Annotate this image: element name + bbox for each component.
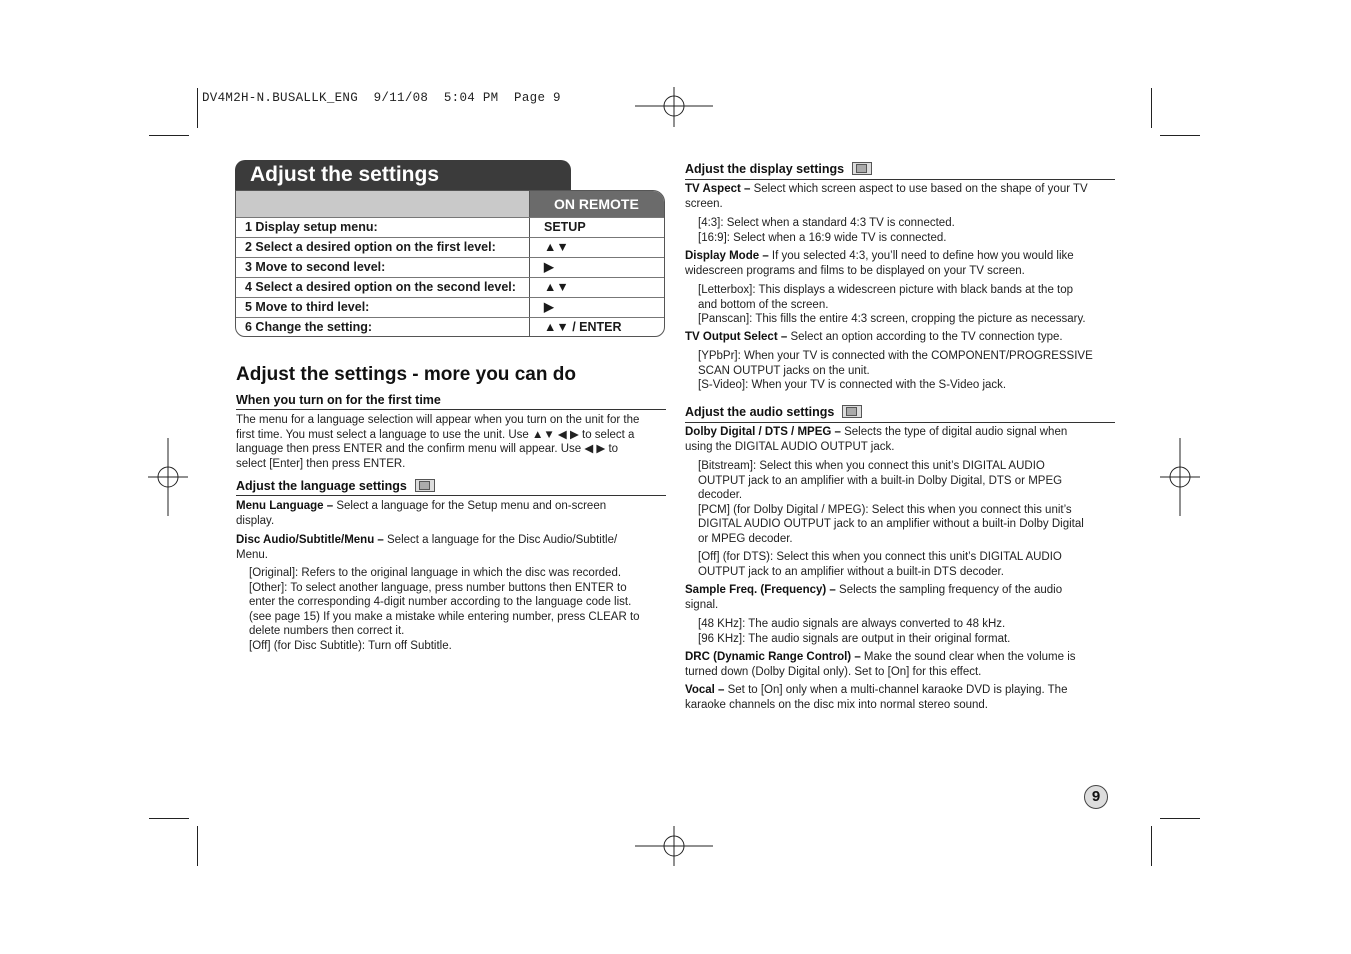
table-row: 1 Display setup menu: SETUP <box>236 217 665 237</box>
first-time-heading: When you turn on for the first time <box>236 393 441 407</box>
tv-aspect-options: [4:3]: Select when a standard 4:3 TV is connected. [16:9]: Select when a 16:9 wide TV is connected. <box>698 217 955 244</box>
tv-output-options: [YPbPr]: When your TV is connected with the COMPONENT/PROGRESSIVE SCAN OUTPUT jacks on the unit. [S-Video]: When your TV is connected with the S-Video jack. <box>698 350 1093 392</box>
display-mode-options: [Letterbox]: This displays a widescreen picture with black bands at the top and bottom of the screen. [Panscan]: This fills the entire 4:3 screen, cropping the picture as necessary. <box>698 284 1086 326</box>
table-row: 4 Select a desired option on the second level: ▲▼ <box>236 277 665 297</box>
audio-icon <box>842 405 862 418</box>
first-time-text: The menu for a language selection will appear when you turn on the unit for the first time. You must select a language to use the unit. Use ▲▼ ◀ ▶ to select a language then press ENTER and the confirm menu will appear. Use ◀ ▶ to select [Enter] then press ENTER. <box>236 414 640 470</box>
language-options: [Original]: Refers to the original language in which the disc was recorded. [Other]: To select another language, press number buttons then ENTER to enter the corresponding 4-digit number according to the language code list. (see page 15) If you make a mistake while entering number, press CLEAR to delete numbers then correct it. [Off] (for Disc Subtitle): Turn off Subtitle. <box>249 567 640 652</box>
sample-freq-options: [48 KHz]: The audio signals are always converted to 48 kHz. [96 KHz]: The audio signals are output in their original format. <box>698 618 1011 645</box>
registration-mark-left <box>148 438 188 516</box>
registration-mark-top <box>635 87 713 127</box>
disc-audio-text: Disc Audio/Subtitle/Menu – Select a language for the Disc Audio/Subtitle/ Menu. <box>236 534 618 561</box>
sample-freq-text: Sample Freq. (Frequency) – Selects the sampling frequency of the audio signal. <box>685 584 1063 611</box>
dts-options: [Off] (for DTS): Select this when you connect this unit’s DIGITAL AUDIO OUTPUT jack to an amplifier without a built-in DTS decoder. <box>698 551 1062 578</box>
tv-aspect-text: TV Aspect – Select which screen aspect to use based on the shape of your TV screen. <box>685 183 1088 210</box>
display-heading: Adjust the display settings <box>685 162 872 176</box>
menu-language-text: Menu Language – Select a language for the Setup menu and on-screen display. <box>236 500 607 527</box>
audio-heading: Adjust the audio settings <box>685 405 862 419</box>
page-title: Adjust the settings <box>250 163 440 186</box>
page-number: 9 <box>1084 785 1108 809</box>
section-title-more: Adjust the settings - more you can do <box>236 364 576 385</box>
language-heading: Adjust the language settings <box>236 479 435 493</box>
print-slug: DV4M2H-N.BUSALLK_ENG 9/11/08 5:04 PM Page 9 <box>202 91 561 105</box>
display-mode-text: Display Mode – If you selected 4:3, you’ll need to define how you would like widescreen programs and films to be displayed on your TV screen. <box>685 250 1074 277</box>
table-header-blank <box>236 191 529 217</box>
dolby-text: Dolby Digital / DTS / MPEG – Selects the type of digital audio signal when using the DIGITAL AUDIO OUTPUT jack. <box>685 426 1068 453</box>
drc-text: DRC (Dynamic Range Control) – Make the sound clear when the volume is turned down (Dolby Digital only). Set to [On] for this effect. <box>685 651 1076 678</box>
registration-mark-right <box>1160 438 1200 516</box>
remote-steps-table <box>235 190 665 337</box>
display-icon <box>852 162 872 175</box>
table-row: 3 Move to second level: ▶ <box>236 257 665 277</box>
table-row: 6 Change the setting: ▲▼ / ENTER <box>236 317 665 337</box>
tv-output-text: TV Output Select – Select an option according to the TV connection type. <box>685 331 1063 343</box>
registration-mark-bottom <box>635 826 713 866</box>
table-row: 2 Select a desired option on the first level: ▲▼ <box>236 237 665 257</box>
dolby-options: [Bitstream]: Select this when you connect this unit’s DIGITAL AUDIO OUTPUT jack to an amplifier with a built-in Dolby Digital, DTS or MPEG decoder. [PCM] (for Dolby Digital / MPEG): Select this when you connect this unit’s DIGITAL AUDIO OUTPUT jack to an amplifier without a built-in Dolby Digital or MPEG decoder. <box>698 460 1084 545</box>
vocal-text: Vocal – Set to [On] only when a multi-channel karaoke DVD is playing. The karaoke channels on the disc mix into normal stereo sound. <box>685 684 1068 711</box>
language-icon <box>415 479 435 492</box>
table-header-on-remote: ON REMOTE <box>530 191 665 217</box>
table-row: 5 Move to third level: ▶ <box>236 297 665 317</box>
